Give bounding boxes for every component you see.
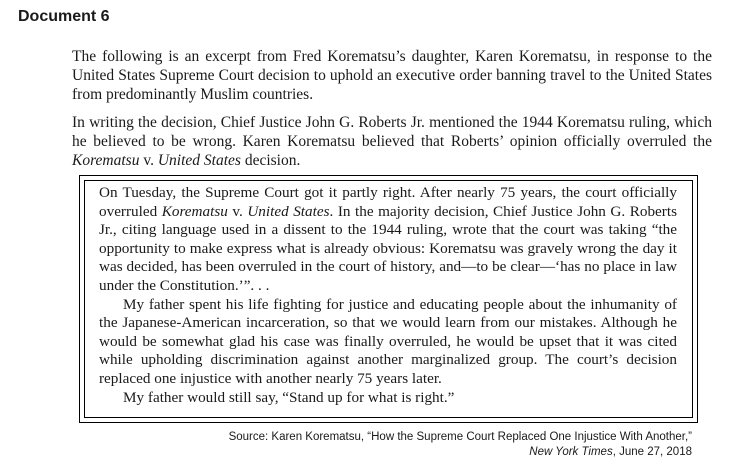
intro-paragraph-2 xyxy=(72,113,712,170)
quote-paragraph-1 xyxy=(99,184,677,296)
quote-text-before: On Tuesday, the Supreme Court got it partly right. After nearly 75 years, the court officially overruled xyxy=(99,184,677,220)
quote-text-after: . In the majority decision, Chief Justice John G. Roberts Jr., citing language used in a dissent to the 1944 ruling, wrote that the court was taking “the opportunity to make express what is already obvious: Korematsu was gravely wrong the day it was decided, has been overruled in the court of history, and—to be clear—‘has no place in law under the Constitution.’”. . . xyxy=(99,202,677,294)
quote-paragraph-2: My father spent his life fighting for justice and educating people about the inhumanity of the Japanese-American incarceration, so that we would learn from our mistakes. Although he would be somewhat glad his case was finally overruled, he would be upset that it was cited while upholding discrimination against another marginalized group. The court’s decision replaced one injustice with another nearly 75 years later. xyxy=(99,295,677,387)
source-line-1: Source: Karen Korematsu, “How the Supreme Court Replaced One Injustice With Another,” xyxy=(228,431,692,443)
intro-text-before: In writing the decision, Chief Justice John G. Roberts Jr. mentioned the 1944 Korematsu ruling, which he believed to be wrong. Karen Korematsu believed that Roberts’ opinion officially overruled the xyxy=(72,114,712,150)
quote-case-v: v. xyxy=(227,202,248,220)
source-citation xyxy=(229,430,692,460)
quote-excerpt xyxy=(99,184,677,407)
case-v: v. xyxy=(139,152,158,169)
source-date: , June 27, 2018 xyxy=(612,446,692,458)
quote-paragraph-3: My father would still say, “Stand up for what is right.” xyxy=(123,388,455,406)
quote-case-name-korematsu: Korematsu xyxy=(161,202,228,220)
intro-text-after: decision. xyxy=(240,152,301,169)
quote-case-name-united-states: United States xyxy=(247,202,330,220)
case-name-korematsu: Korematsu xyxy=(72,152,140,169)
source-line-2 xyxy=(229,445,692,460)
intro-paragraph-1: The following is an excerpt from Fred Korematsu’s daughter, Karen Korematsu, in response to the United States Supreme Court decision to uphold an executive order banning travel to the United States from predominantly Muslim countries. xyxy=(72,48,712,103)
case-name-united-states: United States xyxy=(157,152,241,169)
document-heading: Document 6 xyxy=(18,8,110,25)
source-publication: New York Times xyxy=(529,446,613,458)
